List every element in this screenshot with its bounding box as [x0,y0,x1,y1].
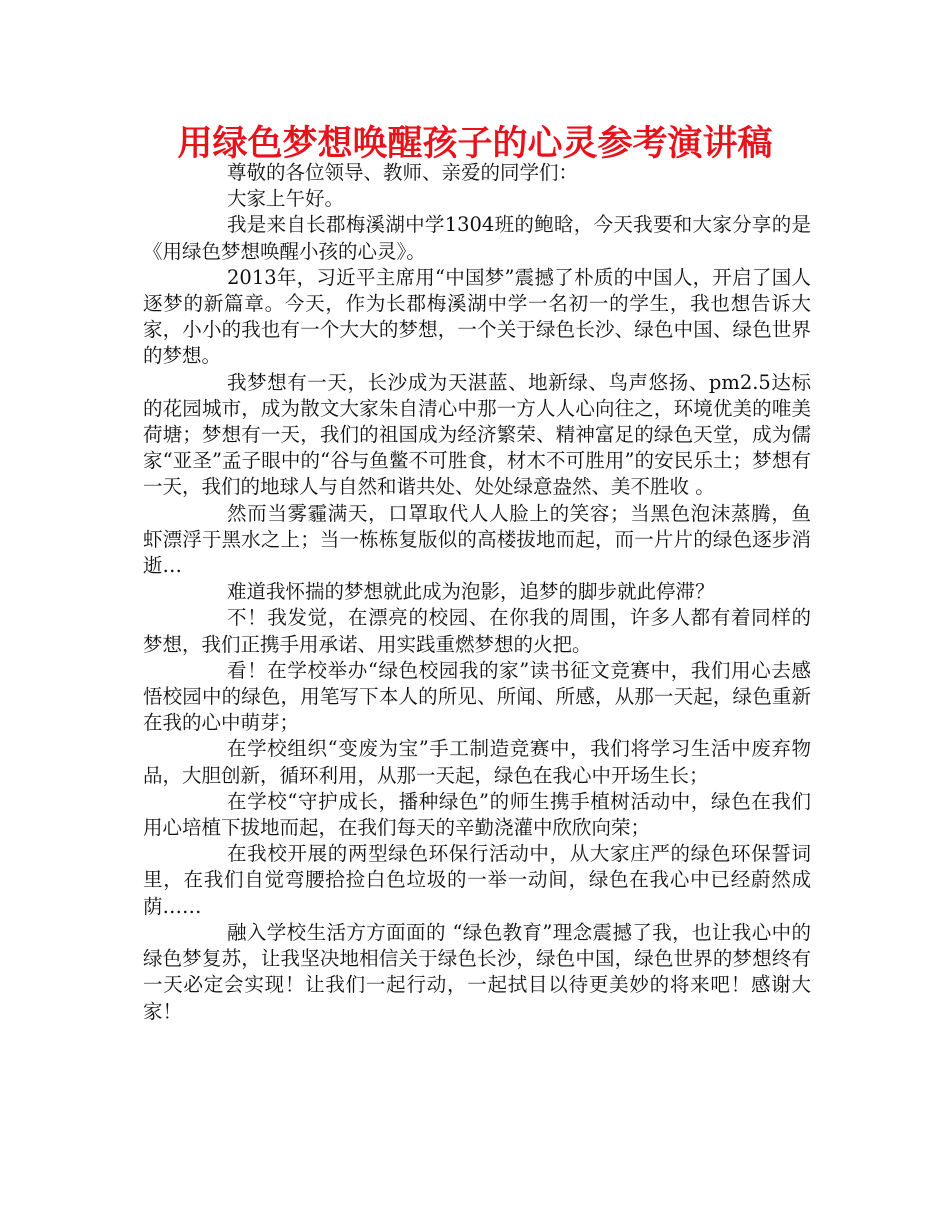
paragraph-tree-planting: 在学校“守护成长，播种绿色”的师生携手植树活动中，绿色在我们用心培植下拔地而起，在我们每天的辛勤浇灌中欣欣向荣； [143,789,811,840]
paragraph-chinese-dream: 2013年，习近平主席用“中国梦”震撼了朴质的中国人，开启了国人逐梦的新篇章。今天，作为长郡梅溪湖中学一名初一的学生，我也想告诉大家，小小的我也有一个大大的梦想，一个关于绿色长沙、绿色中国、绿色世界的梦想。 [143,265,811,368]
paragraph-environmental-activity: 在我校开展的两型绿色环保行活动中，从大家庄严的绿色环保誓词里，在我们自觉弯腰拾捡白色垃圾的一举一动间，绿色在我心中已经蔚然成荫…… [143,842,811,918]
paragraph-discovery: 不！我发觉，在漂亮的校园、在你我的周围，许多人都有着同样的梦想，我们正携手用承诺、用实践重燃梦想的火把。 [143,606,811,656]
document-body [143,160,811,1025]
paragraph-conclusion: 融入学校生活方方面面的 “绿色教育”理念震撼了我，也让我心中的绿色梦复苏，让我坚决地相信关于绿色长沙，绿色中国，绿色世界的梦想终有一天必定会实现！让我们一起行动，一起拭目以待更美妙的将来吧！感谢大家！ [143,920,811,1023]
document-title: 用绿色梦想唤醒孩子的心灵参考演讲稿 [177,124,773,164]
paragraph-essay-contest: 看！在学校举办“绿色校园我的家”读书征文竞赛中，我们用心去感悟校园中的绿色，用笔写下本人的所见、所闻、所感，从那一天起，绿色重新在我的心中萌芽； [143,658,811,735]
paragraph-introduction: 我是来自长郡梅溪湖中学1304班的鲍晗，今天我要和大家分享的是《用绿色梦想唤醒小孩的心灵》。 [143,213,811,263]
paragraph-question: 难道我怀揣的梦想就此成为泡影，追梦的脚步就此停滞？ [227,580,715,604]
paragraph-my-dream: 我梦想有一天，长沙成为天湛蓝、地新绿、鸟声悠扬、pm2.5达标的花园城市，成为散文大家朱自清心中那一方人人心向往之，环境优美的唯美荷塘；梦想有一天，我们的祖国成为经济繁荣、精神富足的绿色天堂，成为儒家“亚圣”孟子眼中的“谷与鱼鳖不可胜食，材木不可胜用”的安民乐土；梦想有一天，我们的地球人与自然和谐共处、处处绿意盎然、美不胜收 。 [143,370,811,499]
paragraph-good-morning: 大家上午好。 [227,187,345,211]
paragraph-recycling-contest: 在学校组织“变废为宝”手工制造竞赛中，我们将学习生活中废弃物品，大胆创新，循环利用，从那一天起，绿色在我心中开场生长； [143,737,811,787]
paragraph-pollution: 然而当雾霾满天，口罩取代人人脸上的笑容；当黑色泡沫蒸腾，鱼虾漂浮于黑水之上；当一栋栋复版似的高楼拔地而起，而一片片的绿色逐步消逝… [143,501,811,578]
paragraph-greeting: 尊敬的各位领导、教师、亲爱的同学们： [227,161,579,184]
